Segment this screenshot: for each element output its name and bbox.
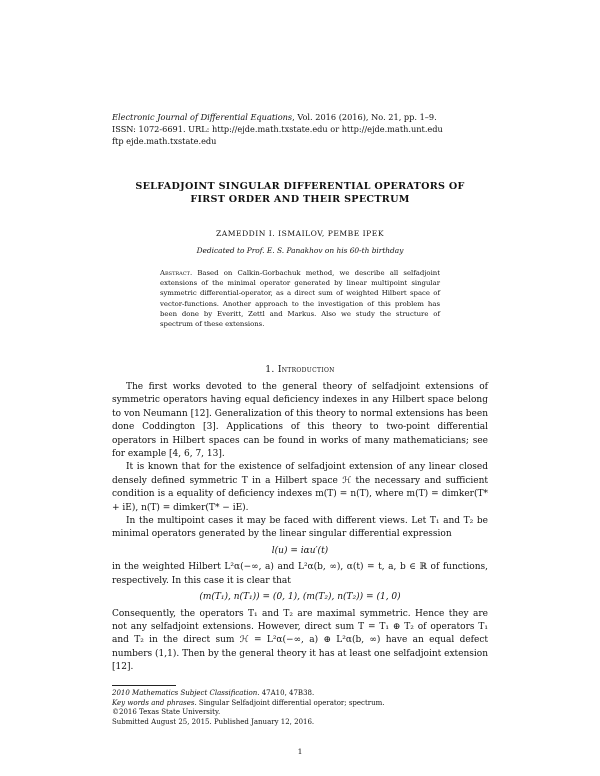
- journal-citation: , Vol. 2016 (2016), No. 21, pp. 1–9.: [292, 112, 437, 122]
- abstract: [160, 268, 440, 329]
- paper-title: [100, 180, 500, 206]
- issn-line: ISSN: 1072-6691. URL: http://ejde.math.txstate.edu or http://ejde.math.unt.edu: [112, 124, 443, 134]
- authors: ZAMEDDIN I. ISMAILOV, PEMBE IPEK: [215, 229, 384, 238]
- keywords-line: [112, 699, 488, 709]
- equation-2: (m(T₁), n(T₁)) = (0, 1), (m(T₂), n(T₂)) = (1, 0): [199, 592, 401, 603]
- section-heading: 1. Introduction: [265, 364, 335, 375]
- paragraph-5: Consequently, the operators T₁ and T₂ are maximal symmetric. Hence they are not any selfadjoint extensions. However, direct sum T = T₁ ⊕ T₂ of operators T₁ and T₂ in the direct sum ℋ = L²α(−∞, a) ⊕ L²α(b, ∞) have an equal defect numbers (1,1). Then by the general theory it has at least one selfadjoint extension [12].: [112, 608, 488, 673]
- copyright-line: ©2016 Texas State University.: [112, 708, 221, 717]
- body-text: [112, 381, 488, 675]
- paragraph-2: It is known that for the existence of selfadjoint extension of any linear closed densely defined symmetric T in a Hilbert space ℋ the necessary and sufficient condition is a equality of deficiency indexes m(T) = n(T), where m(T) = dimker(T* + iE), n(T) = dimker(T* − iE).: [112, 462, 488, 513]
- footnotes: [112, 689, 488, 727]
- paragraph-3: In the multipoint cases it may be faced with different views. Let T₁ and T₂ be minimal operators generated by the linear singular differential expression: [112, 516, 488, 540]
- journal-name: Electronic Journal of Differential Equations: [112, 112, 293, 122]
- title-line-1: SELFADJOINT SINGULAR DIFFERENTIAL OPERATORS OF: [135, 181, 465, 192]
- msc-codes: 47A10, 47B38.: [259, 689, 315, 697]
- keywords-label: Key words and phrases.: [112, 698, 197, 707]
- abstract-label: Abstract.: [160, 269, 193, 277]
- title-line-2: FIRST ORDER AND THEIR SPECTRUM: [190, 194, 410, 205]
- paragraph-1: The first works devoted to the general theory of selfadjoint extensions of symmetric operators having equal deficiency indexes in any Hilbert space belong to von Neumann [12]. Generalization of this theory to normal extensions has been done Coddington [3]. Applications of this theory to two-point differential operators in Hilbert spaces can be found in works of many mathematicians; see for example [4, 6, 7, 13].: [112, 382, 488, 460]
- equation-1: l(u) = iαu′(t): [271, 545, 329, 556]
- ftp-line: ftp ejde.math.txstate.edu: [112, 136, 217, 146]
- journal-header: [112, 111, 492, 147]
- submitted-line: Submitted August 25, 2015. Published January 12, 2016.: [112, 717, 315, 726]
- msc-label: 2010 Mathematics Subject Classification.: [112, 689, 260, 697]
- journal-citation-line: [112, 111, 492, 123]
- paragraph-4: in the weighted Hilbert L²α(−∞, a) and L²α(b, ∞), α(t) = t, a, b ∈ ℝ of functions, respectively. In this case it is clear that: [112, 562, 488, 586]
- footnote-rule: [112, 685, 176, 686]
- msc-line: [112, 689, 488, 699]
- dedication: Dedicated to Prof. E. S. Panakhov on his 60-th birthday: [196, 246, 404, 255]
- keywords: Singular Selfadjoint differential operator; spectrum.: [196, 698, 385, 707]
- page-number: 1: [297, 747, 303, 756]
- abstract-text: Based on Calkin-Gorbachuk method, we describe all selfadjoint extensions of the minimal operator generated by linear multipoint singular symmetric differential-operator, as a direct sum of weighted Hilbert space of vector-functions. Another approach to the investigation of this problem has been done by Everitt, Zettl and Markus. Also we study the structure of spectrum of these extensions.: [160, 269, 440, 329]
